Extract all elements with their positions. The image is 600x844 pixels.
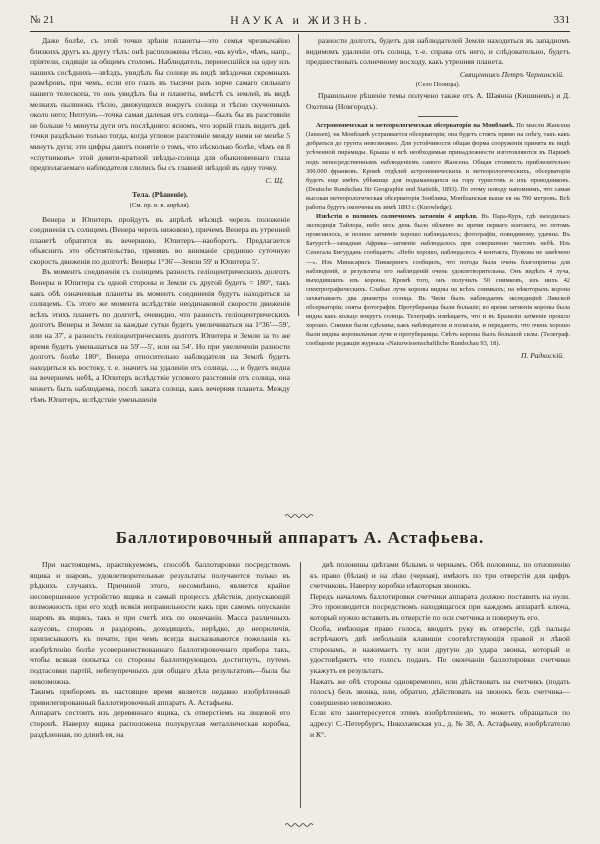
ornament-divider — [285, 513, 315, 519]
column-divider — [300, 562, 301, 808]
article-text: При настоящемъ, практикуемомъ, способѣ баллотировки посредствомъ ящика и шаровъ, удовлетворительные результаты получаются только въ рѣдкихъ случаяхъ. Причиной этого, несомнѣнно, является крайне несовершенное устройство ящика и самый процессъ дѣйствія, допускающій возможность при его ходѣ всякія неправильности какъ при самомъ опусканіи шаровъ въ ящикъ, такъ и при счетѣ ихъ по окончаніи. Масса различныхъ казусовъ, споровъ и раздоровъ, доходящихъ, нерѣдко, до неприличія, приписываютъ къ печати, при чемъ всегда высказываются пожеланія къ изобрѣтенію болѣе усовершенствованнаго баллотировочнаго прибора такъ, чтобы всякая попытка со стороны баллотирующихъ достигнуть, путемъ подтасовки партій, небезупречныхъ для общаго дѣла результатовъ—была бы невозможна. Такимъ приборомъ въ настоящее время является недавно изобрѣтенный привилегированный баллотировочный аппаратъ А. Астафьева. Аппаратъ состоитъ изъ деревяннаго ящика, съ отверстіемъ на лицевой его сторонѣ. Наверху ящика расположена полукруглая металлическая коробка, раздѣленная, по длинѣ ея, на — [30, 560, 290, 739]
column-divider — [298, 34, 299, 316]
article-right-column — [310, 560, 570, 740]
signature: С. Щ. — [265, 175, 284, 185]
article-title: Баллотировочный аппаратъ А. Астафьева. — [115, 528, 485, 547]
section-heading: Тела. (Рѣшеніе). — [132, 190, 188, 200]
news-text: Въ Пара-Куръ, гдѣ находилась экспедиція Тайлора, небо весь день было облачно во время перваго контакта, но потомъ прояснилось, и полное затменіе хорошо наблюдалось; фотографіи, повидимому, удачны. Въ Батурстѣ—западная Африка—затменіе наблюдалось при совершенно чистомъ небѣ. Изъ Сенегала Бигурдань сообщаетъ: «Небо хорошо, наблюдалось 4 контакта, Пулкова не замѣчено—». Изъ Минасарисъ Пиккерингъ сообщилъ, что погода была очень благопріятна для наблюденій, и результаты его наблюденій очень удовлетворительны. Онъ видѣлъ 4 луча, выходившихъ изъ короны. Кромѣ того, онъ получилъ 50 снимковъ, изъ нихъ 42 спектрографическихъ. Слабые лучи короны видны на всѣхъ снимкахъ; на нѣкоторыхъ корона захватываетъ два диаметра солнца. Въ Чили былъ наблюдаемъ экспедиціей Ликской обсерваторіи; сняты фотографіи. Протуберанцы были большіе; во время затменія короны была видна какъ кольцо вокругъ солнца. Телеграфъ извѣщаетъ, что и въ Бразиліи затменіе прошло хорошо. Снимки были сдѣланы, какъ наблюдатели и полагали, и передаютъ, что очень хорошо были видны корональныя лучи и протуберанцы. Свѣтъ короны былъ большой силы. (Телеграф. сообщеніе редакціи журнала «Naturwissenschaftliche Rundschau 93, 18). — [306, 213, 570, 348]
news-heading: Извѣстія о полномъ солнечномъ затменіи 4 апрѣля. — [316, 213, 478, 221]
ornament-divider — [285, 822, 315, 828]
right-column — [306, 36, 570, 361]
left-column — [30, 36, 290, 405]
paragraph: Венера и Юпитеръ пройдутъ въ апрѣлѣ мѣсяцѣ черезъ положеніе соединенія съ солнцемъ (Венера черезъ нижнюю), причемъ Венера въ утренней планетѣ обратится въ вечернюю, Юпитеръ—наоборотъ. Предлагается объяснить это обстоятельство, принявъ во вниманіе среднюю суточную скорость движенія по долготѣ: Венеры 1°36′—Земли 59′ и Юпитера 5′. — [30, 214, 290, 266]
article-text: двѣ половины цвѣтами бѣлымъ и чернымъ. Обѣ половины, по отношенію къ право (бѣлая) и на лѣво (черная), имѣютъ по три отверстія для цифръ счетчиковъ. Наверху коробки нѣкоторыя звонокъ. Передъ началомъ баллотировки счетчики аппарата должно поставить на нули. Это производится посредствомъ находящагося при каждомъ аппаратѣ ключа, который нужно вставить въ отверстіе по оси счетчика и повернуть его. Особа, имѣющая право голоса, вводитъ руку въ отверстіе, гдѣ пальцы встрѣчаютъ двѣ небольшія клавиши соотвѣтствующія правой и лѣвой сторонамъ, и нажимаетъ ту или другую до удара звонка, который и удостовѣряетъ что голосъ поданъ. По окончаніи баллотировки счетчики укажутъ ея результатъ. Нажать же обѣ стороны одновременно, или дѣйствовать на счетчикъ (подать голосъ) безъ звонка, или, обратно, дѣйствовать на звонокъ безъ счетчика—совершенно невозможно. Если кто заинтересуется этимъ изобрѣтеніемъ, то можетъ обращаться по адресу: С.-Петербургъ, Николаевская ул., д. № 38, А. Астафьеву, изобрѣтателю и К°. — [310, 560, 570, 739]
signature: Священникъ Петръ Чернинскій. — [459, 69, 564, 79]
header-rule — [30, 31, 570, 32]
paragraph: Даже болѣе, съ этой точки зрѣнія планеты—это семья чрезвычайно близкихъ другъ къ другу тѣлъ: онѣ расположены тѣсно, «въ кучѣ», чѣмъ, напр., пріятели, сидящіе за общимъ столомъ. Наблюдатель, перенесшійся на одну изъ нашихъ сосѣднихъ—звѣздъ, увидѣлъ бы солнце въ видѣ звѣздочки скромныхъ размѣровъ, при чемъ, если его глазъ въ тысячи разъ зорче самаго сильнаго нашего телескопа, то онъ увидѣлъ бы и планеты, вмѣстѣ съ землей, въ видѣ мелкихъ пылинокъ тѣсно, движущихся вокругъ солнца и тѣсно скученныхъ около него; Нептунъ—точка самая далекая отъ солнца—былъ бы въ разстояніи не больше ½ минуты дуги отъ послѣдняго: ясномъ, что зоркій глазъ видитъ двѣ точки раздѣльно только тогда, когда угловое разстояніе между ними не менѣе 5 минутъ дуги; эти цифры даютъ понятіе о томъ, что нѣсколько болѣе, чѣмъ ея 8 «спутниковъ» этой девяти-кратной звѣзды-солнца для обыкновеннаго глаза предполагаемаго наблюдателя слились бы съ главной звѣздой въ одну точку. — [30, 36, 290, 173]
signature-place: (Село Полицы). — [415, 81, 461, 89]
paragraph: Правильное рѣшеніе темы получено также отъ А. Шаянна (Кишиневъ) и Д. Охотина (Новгородъ). — [306, 90, 570, 111]
paragraph: Въ моментъ соединенія съ солнцемъ разность геліоцентрическихъ долготъ Венеры и Юпитера съ одной стороны и Земли съ другой будетъ = 180°, такъ какъ обѣ означенныя планеты въ моментъ соединенія будутъ находиться за солнцемъ. Съ этого же момента вслѣдствіе неодинаковой скорости движенія всѣхъ этихъ планетъ по долготѣ, очевидно, что разность геліоцентрическихъ долготъ Венеры и Земли за каждые сутки будетъ увеличиваться на 1°36′—59′, или на 37′, а разность геліоцентрическихъ долготъ Юпитера и Земли за то же время будетъ уменьшаться на 59′—5′, или на 54′. Но при увеличеніи разности долготъ болѣе 180°, Венера относительно наблюдателя на Землѣ будетъ находиться къ востоку, т. е. значитъ на удаленіи отъ солнца, ..., и будетъ видна на вечернемъ небѣ, а Юпитеръ вслѣдствіе углового разстоянія отъ солнца, она можетъ быть наблюдаема, послѣ заката солнца, какъ вечерняя планета. Между тѣмъ Юпитеръ, вслѣдствіе уменьшенія — [30, 267, 290, 404]
news-heading: Астрономическая и метеорологическая обсерваторія на Монбланѣ. — [316, 122, 515, 130]
article-left-column — [30, 560, 290, 740]
news-text: По мысли Жансена (Janssen), на Монбланѣ устраивается обсерваторія; она будетъ стоять прямо на снѣгу, такъ какъ добраться до грунта невозможно. Для устойчивости общая форма сооруженія принята въ видѣ усѣченной пирамиды. Крыша и всѣ необходимыя принадлежности изготовляются въ Парижѣ подъ непосредственнымъ наблюденіемъ самого Жансена. Общая стоимость приблизительно 300.000 франковъ. Кромѣ отдѣлей астрономическихъ и метеорологическихъ, обсерваторія будетъ еще имѣть убѣжище для подымающихся на гору туристовъ и ихъ проводниковъ. (Deutsche Rundschau für Geographie und Statistik, 1893). По этому поводу напомнимъ, что самая высокая метеорологическая обсерваторія Зонблика, Монбланская выше ея на 700 метровъ. Всѣ работы будутъ окончены въ зимѣ 1893 г. (Knowledge). — [306, 122, 570, 211]
page-header — [30, 12, 570, 30]
journal-title: НАУКА и ЖИЗНЬ. — [230, 13, 370, 27]
section-note: (См. пр. в. в. апрѣля). — [129, 201, 191, 209]
issue-number: № 21 — [30, 14, 55, 26]
separator — [418, 116, 458, 117]
signature: П. Радкоскій. — [520, 350, 564, 360]
page-number: 331 — [553, 14, 570, 26]
paragraph: разности долготъ, будетъ для наблюдателей Земли находиться въ западномъ видимомъ удаленіи отъ солнца, т.-е. справа отъ него, и слѣдовательно, будетъ предшествовать солнечному восходу, какъ утренняя планета. — [306, 36, 570, 67]
